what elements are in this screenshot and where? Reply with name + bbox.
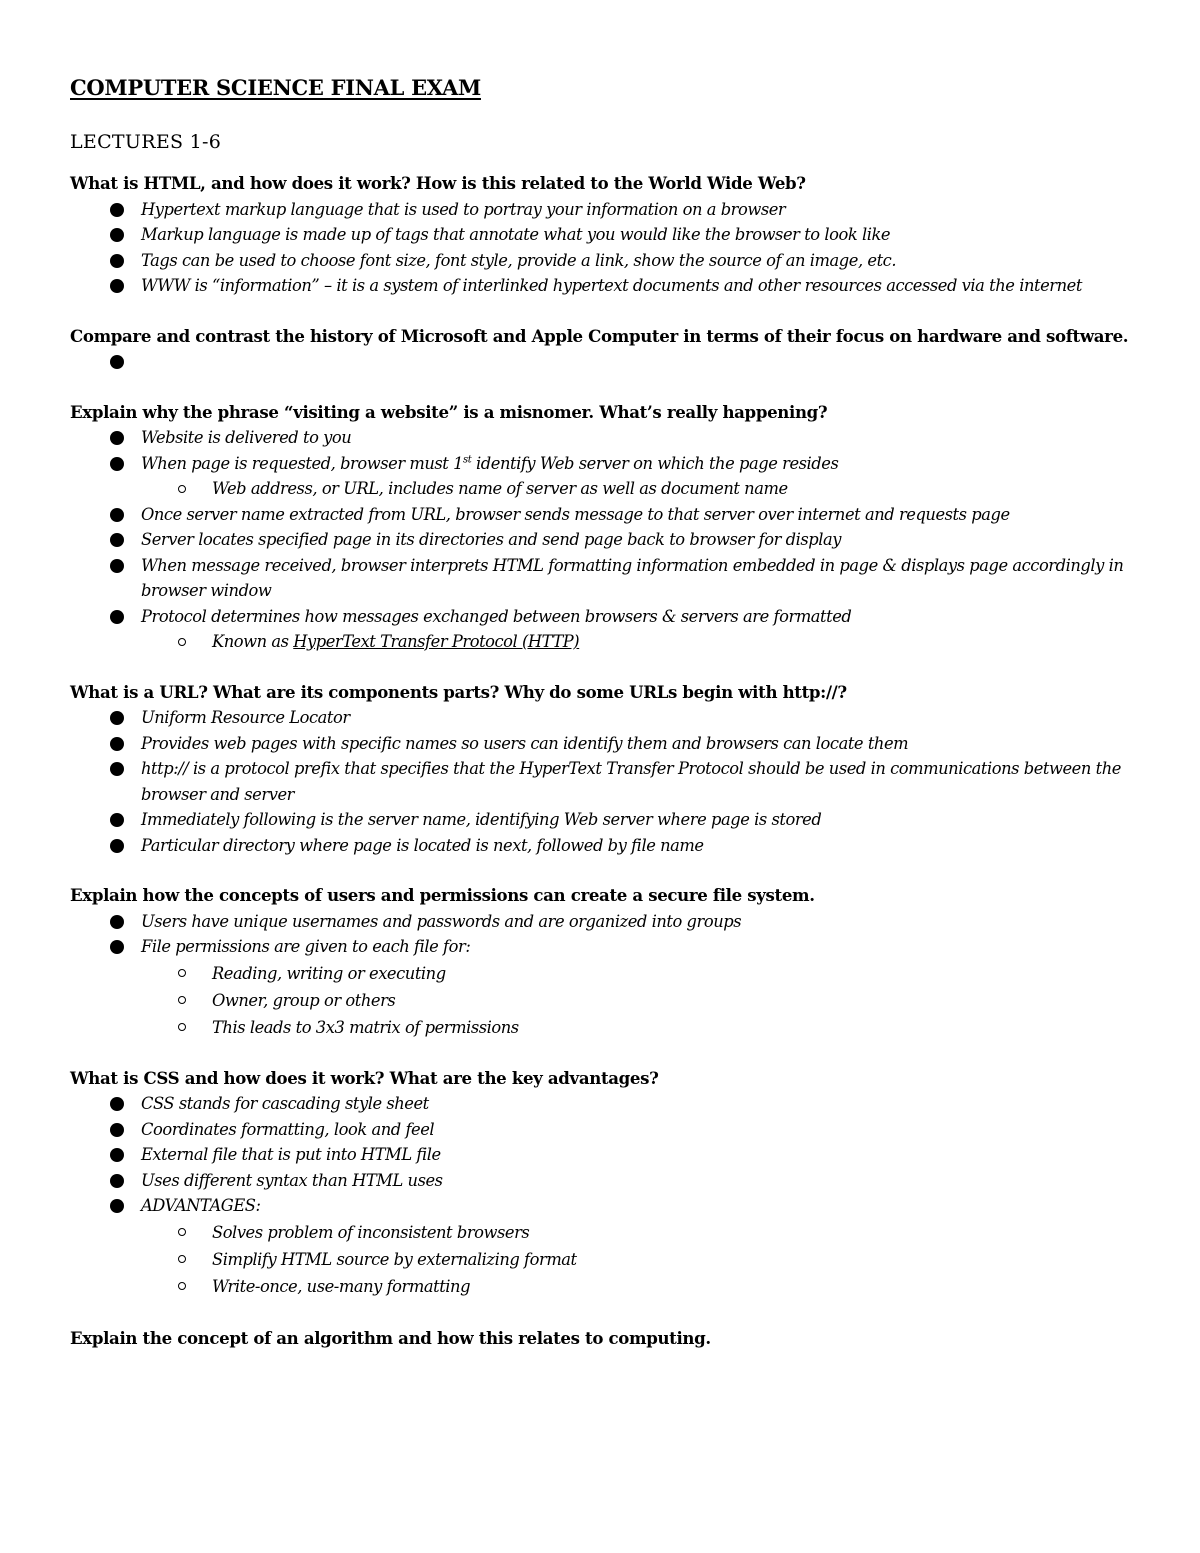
list-item-text: Markup language is made up of tags that annotate what you would like the browser to look like [141,225,891,244]
list-item-text: File permissions are given to each file for: [141,937,471,956]
bullet-icon [110,610,124,624]
bullet-icon [110,559,124,573]
list-item-text: Once server name extracted from URL, browser sends message to that server over internet and requests page [141,504,1010,524]
circle-bullet-icon [178,996,186,1004]
bullet-icon [110,940,124,954]
bullet-icon [110,228,124,242]
section-permissions [70,883,1135,1041]
bullet-icon [110,1148,124,1162]
list-item-text: Web address, or URL, includes name of server as well as document name [212,479,788,498]
bullet-icon [110,533,124,547]
list-item-text: Users have unique usernames and passwords and are organized into groups [141,911,742,931]
circle-bullet-icon [178,1255,186,1263]
question-heading: Explain why the phrase “visiting a website” is a misnomer. What’s really happening? [70,401,828,422]
list-item-text: Immediately following is the server name, identifying Web server where page is stored [141,810,822,829]
document-page [70,74,1135,1351]
sub-list [141,1219,1135,1300]
list-item-text: Write-once, use-many formatting [212,1276,471,1296]
list-item-text: Simplify HTML source by externalizing format [212,1249,577,1269]
bullet-icon [110,431,124,445]
sub-list-item [141,1219,1135,1246]
bullet-icon [110,915,124,929]
section-html [70,171,1135,299]
bullet-icon [110,457,124,471]
bullet-icon [110,279,124,293]
circle-bullet-icon [178,485,186,493]
list-item-text: Provides web pages with specific names so users can identify them and browsers can locate them [141,733,909,753]
list-item [70,833,1135,859]
section-algorithm [70,1326,1135,1352]
answer-list [70,197,1135,299]
circle-bullet-icon [178,1023,186,1031]
list-item-text: Tags can be used to choose font size, font style, provide a link, show the source of an image, etc. [141,250,897,270]
bullet-icon [110,1174,124,1188]
list-item-text: Known as HyperText Transfer Protocol (HTTP) [212,632,580,651]
circle-bullet-icon [178,1228,186,1236]
sub-list-item [141,476,1135,502]
question-heading: What is CSS and how does it work? What are the key advantages? [70,1067,659,1088]
question-heading: Explain the concept of an algorithm and how this relates to computing. [70,1327,711,1348]
list-item [70,502,1135,528]
bullet-icon [110,839,124,853]
bullet-icon [110,508,124,522]
sub-list-item [141,1273,1135,1300]
bullet-icon [110,1123,124,1137]
section-visiting-website [70,400,1135,655]
answer-list [70,349,1135,375]
list-item-text: Uniform Resource Locator [141,708,350,727]
list-item [70,909,1135,935]
list-item-text: Reading, writing or executing [212,963,446,983]
list-item-text: When message received, browser interprets HTML formatting information embedded in page & displays page accordingly in browser window [141,555,1124,600]
list-item [70,222,1135,248]
list-item-text: Coordinates formatting, look and feel [141,1119,435,1139]
list-item-text: Server locates specified page in its directories and send page back to browser for display [141,530,842,549]
list-item-text: CSS stands for cascading style sheet [141,1094,429,1113]
sub-list [141,476,1135,502]
list-item [70,425,1135,451]
bullet-icon [110,1097,124,1111]
sub-list-item [141,960,1135,987]
question-heading: Explain how the concepts of users and permissions can create a secure file system. [70,885,815,905]
answer-list [70,425,1135,655]
list-item-text: Solves problem of inconsistent browsers [212,1222,530,1242]
list-item-text: Uses different syntax than HTML uses [141,1170,443,1190]
list-item [70,553,1135,604]
list-item-text: http:// is a protocol prefix that specifies that the HyperText Transfer Protocol should be used in communications between the browser and server [141,759,1121,804]
bullet-icon [110,203,124,217]
bullet-icon [110,355,124,369]
list-item [70,1193,1135,1300]
list-item [70,1091,1135,1117]
list-item-text: External file that is put into HTML file [141,1145,441,1164]
list-item-text [141,349,1135,375]
page-subtitle: LECTURES 1-6 [70,131,222,153]
list-item-text: Particular directory where page is located is next, followed by file name [141,835,704,855]
list-item [70,934,1135,1041]
bullet-icon [110,762,124,776]
sub-list [141,960,1135,1041]
list-item [70,731,1135,757]
sub-list-item [141,987,1135,1014]
question-heading: What is a URL? What are its components parts? Why do some URLs begin with http://? [70,681,847,702]
list-item [70,1142,1135,1168]
list-item-text: Owner, group or others [212,990,396,1010]
list-item-text: ADVANTAGES: [141,1196,261,1215]
list-item [70,248,1135,274]
list-item-text: Hypertext markup language that is used to portray your information on a browser [141,199,786,219]
list-item [70,807,1135,833]
bullet-icon [110,1199,124,1213]
list-item [70,705,1135,731]
list-item-text: WWW is “information” – it is a system of interlinked hypertext documents and other resources accessed via the internet [141,276,1082,295]
section-microsoft-apple [70,324,1135,375]
list-item [70,756,1135,807]
answer-list [70,705,1135,858]
circle-bullet-icon [178,969,186,977]
circle-bullet-icon [178,1282,186,1290]
section-url [70,680,1135,859]
list-item [70,1168,1135,1194]
list-item [70,527,1135,553]
sub-list-item [141,629,1135,655]
answer-list [70,1091,1135,1300]
sub-list-item [141,1014,1135,1041]
bullet-icon [110,254,124,268]
bullet-icon [110,737,124,751]
question-heading: Compare and contrast the history of Microsoft and Apple Computer in terms of their focus on hardware and software. [70,325,1129,346]
http-link[interactable]: HyperText Transfer Protocol (HTTP) [293,632,580,651]
list-item-text: Protocol determines how messages exchanged between browsers & servers are formatted [141,606,852,626]
answer-list [70,909,1135,1041]
list-item-text: This leads to 3x3 matrix of permissions [212,1017,519,1037]
bullet-icon [110,711,124,725]
section-css [70,1066,1135,1300]
list-item [70,604,1135,655]
sub-list [141,629,1135,655]
sub-list-item [141,1246,1135,1273]
list-item [70,1117,1135,1143]
circle-bullet-icon [178,638,186,646]
list-item [70,273,1135,299]
list-item [70,349,1135,375]
page-title: COMPUTER SCIENCE FINAL EXAM [70,75,481,100]
bullet-icon [110,813,124,827]
list-item [70,451,1135,502]
list-item-text: Website is delivered to you [141,428,352,447]
question-heading: What is HTML, and how does it work? How is this related to the World Wide Web? [70,173,806,193]
list-item-text: When page is requested, browser must 1st identify Web server on which the page resides [141,453,839,473]
list-item [70,197,1135,223]
